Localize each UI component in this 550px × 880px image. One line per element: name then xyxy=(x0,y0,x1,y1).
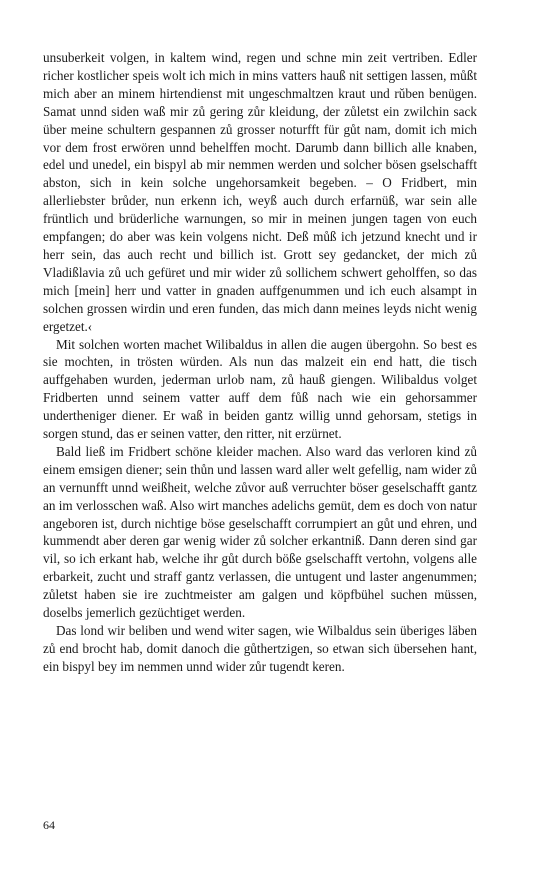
paragraph-new-clothes: Bald ließ im Fridbert schöne kleider machen. Also ward das verloren kind zů einem emsigen diener; sein thůn und lassen ward aller welt gefellig, nam wider zů an vernunfft unnd weißheit, welche zůvor auß verruchter böser geselschafft gantz an im verlosschen waß. Also wirt manches adelichs gemüt, dem es doch von natur angeboren ist, durch nichtige böse geselschafft corrumpiert an gůt und ehren, und kummendt aber deren gar wenig wider zů solcher erkantniß. Dann deren sind gar vil, so ich erkant hab, welche ihr gůt durch böße gselschafft vertohn, volgens alle erbarkeit, zucht und straff gantz verlassen, die untugent und laster angenummen; zůletst haben sie ire zuchtmeister am galgen und köpfbühel suchen müssen, doselbs jemerlich gezüchtiget werden. xyxy=(43,443,477,621)
page-number: 64 xyxy=(43,818,55,832)
paragraph-continued: unsuberkeit volgen, in kaltem wind, regen und schne min zeit vertriben. Edler richer kostlicher speis wolt ich mich in mins vatters hauß nit settigen lassen, můßt mich aber an minem hirtendienst mit ungeschmaltzen kraut und rǔben benügen. Samat unnd siden waß mir zů gering zůr kleidung, der zůletst ein zwilchin sack über meine schultern gespannen zů grosser noturfft für gůt nam, domit ich mich vor dem frost erwören unnd behelffen mocht. Darumb dann billich alle knaben, edel und unedel, ein bispyl ab mir nemmen werden und solcher bösen gselschafft abston, sich in kein solche ungehorsamkeit begeben. – O Fridbert, min allerliebster brůder, nun erkenn ich, weyß auch durch erfarnüß, war sein alle früntlich und brüderliche warnungen, so mir in meinen jungen tagen von euch empfangen; do aber was kein volgens nicht. Deß můß ich jetzund knecht und ir herr sein, das auch recht und billich ist. Grott sey gedancket, der mich zů Vladißlavia zů uch gefüret und mir wider zů sollichem schwert geholffen, so das mich [mein] herr und vatter in gnaden auffgenummen und ich euch alsampt in solchen grossen wirdin und eren funden, das mich dann meines leyds nicht wenig ergetzet.‹ xyxy=(43,50,477,334)
paragraph-closing: Das lond wir beliben und wend witer sagen, wie Wilbaldus sein überiges läben zů end brocht hab, domit danoch die gůthertzigen, so etwan sich übersehen hant, ein bispyl bey im nemmen unnd wider zůr tugendt keren. xyxy=(43,623,477,674)
page-body xyxy=(43,49,477,676)
paragraph-wilibaldus-speech: Mit solchen worten machet Wilibaldus in allen die augen übergohn. So best es sie mochten, in trösten würden. Als nun das malzeit ein end hatt, die tisch auffgehaben wurden, jederman urlob nam, zů hauß giengen. Wilibaldus volget Fridberten unnd seinem vatter auff dem fůß nach wie ein gehorsammer undertheniger diener. Er waß in beiden gantz willig unnd gehorsam, stetigs in sorgen stund, das er seinen vatter, den ritter, nit erzürnet. xyxy=(43,336,477,442)
